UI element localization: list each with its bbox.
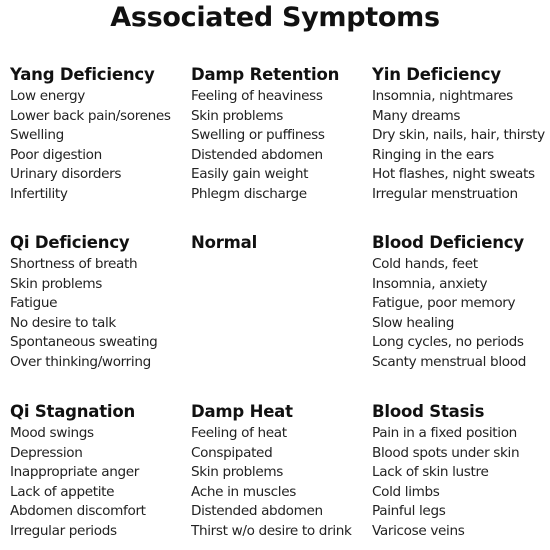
symptom-item: Fatigue — [10, 295, 58, 312]
symptom-item: Urinary disorders — [10, 166, 122, 183]
symptom-item: Hot flashes, night sweats — [372, 166, 535, 183]
section-heading: Damp Heat — [191, 402, 293, 421]
page-title: Associated Symptoms — [110, 2, 440, 33]
section-normal — [191, 232, 371, 255]
symptom-item: Insomnia, anxiety — [372, 275, 488, 292]
symptom-item: Insomnia, nightmares — [372, 88, 513, 104]
symptom-item: Thirst w/o desire to drink — [191, 522, 352, 539]
symptom-item: Irregular periods — [10, 522, 117, 539]
symptom-item: Swelling or puffiness — [191, 127, 325, 144]
symptom-item: Pain in a fixed position — [372, 425, 517, 441]
section-blood-stasis — [372, 401, 548, 542]
symptom-item: Many dreams — [372, 107, 461, 124]
symptom-item: Phlegm discharge — [191, 185, 307, 202]
symptom-item: Infertility — [10, 185, 68, 202]
section-damp-heat — [191, 401, 371, 542]
symptom-item: Ringing in the ears — [372, 146, 494, 163]
symptom-list — [10, 87, 190, 205]
symptom-item: Distended abdomen — [191, 503, 323, 520]
symptom-item: Varicose veins — [372, 522, 465, 539]
symptom-item: Cold limbs — [372, 483, 440, 500]
section-heading: Normal — [191, 233, 258, 252]
symptom-item: Skin problems — [10, 275, 102, 292]
symptom-item: Shortness of breath — [10, 256, 138, 272]
symptom-item: Abdomen discomfort — [10, 503, 146, 520]
symptom-item: Blood spots under skin — [372, 444, 520, 461]
symptom-item: Lower back pain/sorenes — [10, 107, 171, 124]
section-qi-stagnation — [10, 401, 190, 542]
symptom-item: Irregular menstruation — [372, 185, 518, 202]
section-heading: Qi Deficiency — [10, 233, 130, 252]
section-qi-deficiency — [10, 232, 190, 373]
section-yin-deficiency — [372, 64, 548, 205]
symptom-item: Slow healing — [372, 314, 455, 331]
symptom-item: Easily gain weight — [191, 166, 309, 183]
symptom-item: Lack of appetite — [10, 483, 115, 500]
symptom-item: Skin problems — [191, 464, 283, 481]
symptom-item: Ache in muscles — [191, 483, 296, 500]
symptom-item: Painful legs — [372, 503, 446, 520]
section-heading: Damp Retention — [191, 65, 340, 84]
symptom-item: Distended abdomen — [191, 146, 323, 163]
symptom-item: Lack of skin lustre — [372, 464, 489, 481]
symptom-item: Fatigue, poor memory — [372, 295, 516, 312]
symptom-list — [10, 255, 190, 373]
symptom-item: Depression — [10, 444, 83, 461]
symptom-item: Spontaneous sweating — [10, 334, 158, 351]
symptom-item: Mood swings — [10, 425, 94, 441]
section-damp-retention — [191, 64, 371, 205]
section-heading: Qi Stagnation — [10, 402, 136, 421]
symptom-item: Skin problems — [191, 107, 283, 124]
section-heading: Yang Deficiency — [10, 65, 155, 84]
section-heading: Yin Deficiency — [372, 65, 501, 84]
symptom-item: Low energy — [10, 88, 85, 104]
symptom-list — [372, 255, 548, 373]
symptom-list — [372, 87, 548, 205]
symptom-list — [372, 424, 548, 542]
symptom-item: Dry skin, nails, hair, thirsty — [372, 127, 545, 144]
section-heading: Blood Stasis — [372, 402, 485, 421]
section-yang-deficiency — [10, 64, 190, 205]
symptom-list — [191, 424, 371, 542]
section-blood-deficiency — [372, 232, 548, 373]
symptom-list — [10, 424, 190, 542]
section-heading: Blood Deficiency — [372, 233, 524, 252]
symptom-item: Feeling of heaviness — [191, 88, 323, 104]
symptom-item: Poor digestion — [10, 146, 102, 163]
symptom-item: Inappropriate anger — [10, 464, 140, 481]
symptom-item: Long cycles, no periods — [372, 334, 524, 351]
symptom-item: Scanty menstrual blood — [372, 353, 526, 370]
symptom-item: Conspipated — [191, 444, 273, 461]
symptom-item: Swelling — [10, 127, 64, 144]
symptom-item: Feeling of heat — [191, 425, 287, 441]
symptom-list — [191, 87, 371, 205]
symptom-item: Over thinking/worring — [10, 353, 151, 370]
symptom-item: No desire to talk — [10, 314, 116, 331]
symptom-item: Cold hands, feet — [372, 256, 478, 272]
